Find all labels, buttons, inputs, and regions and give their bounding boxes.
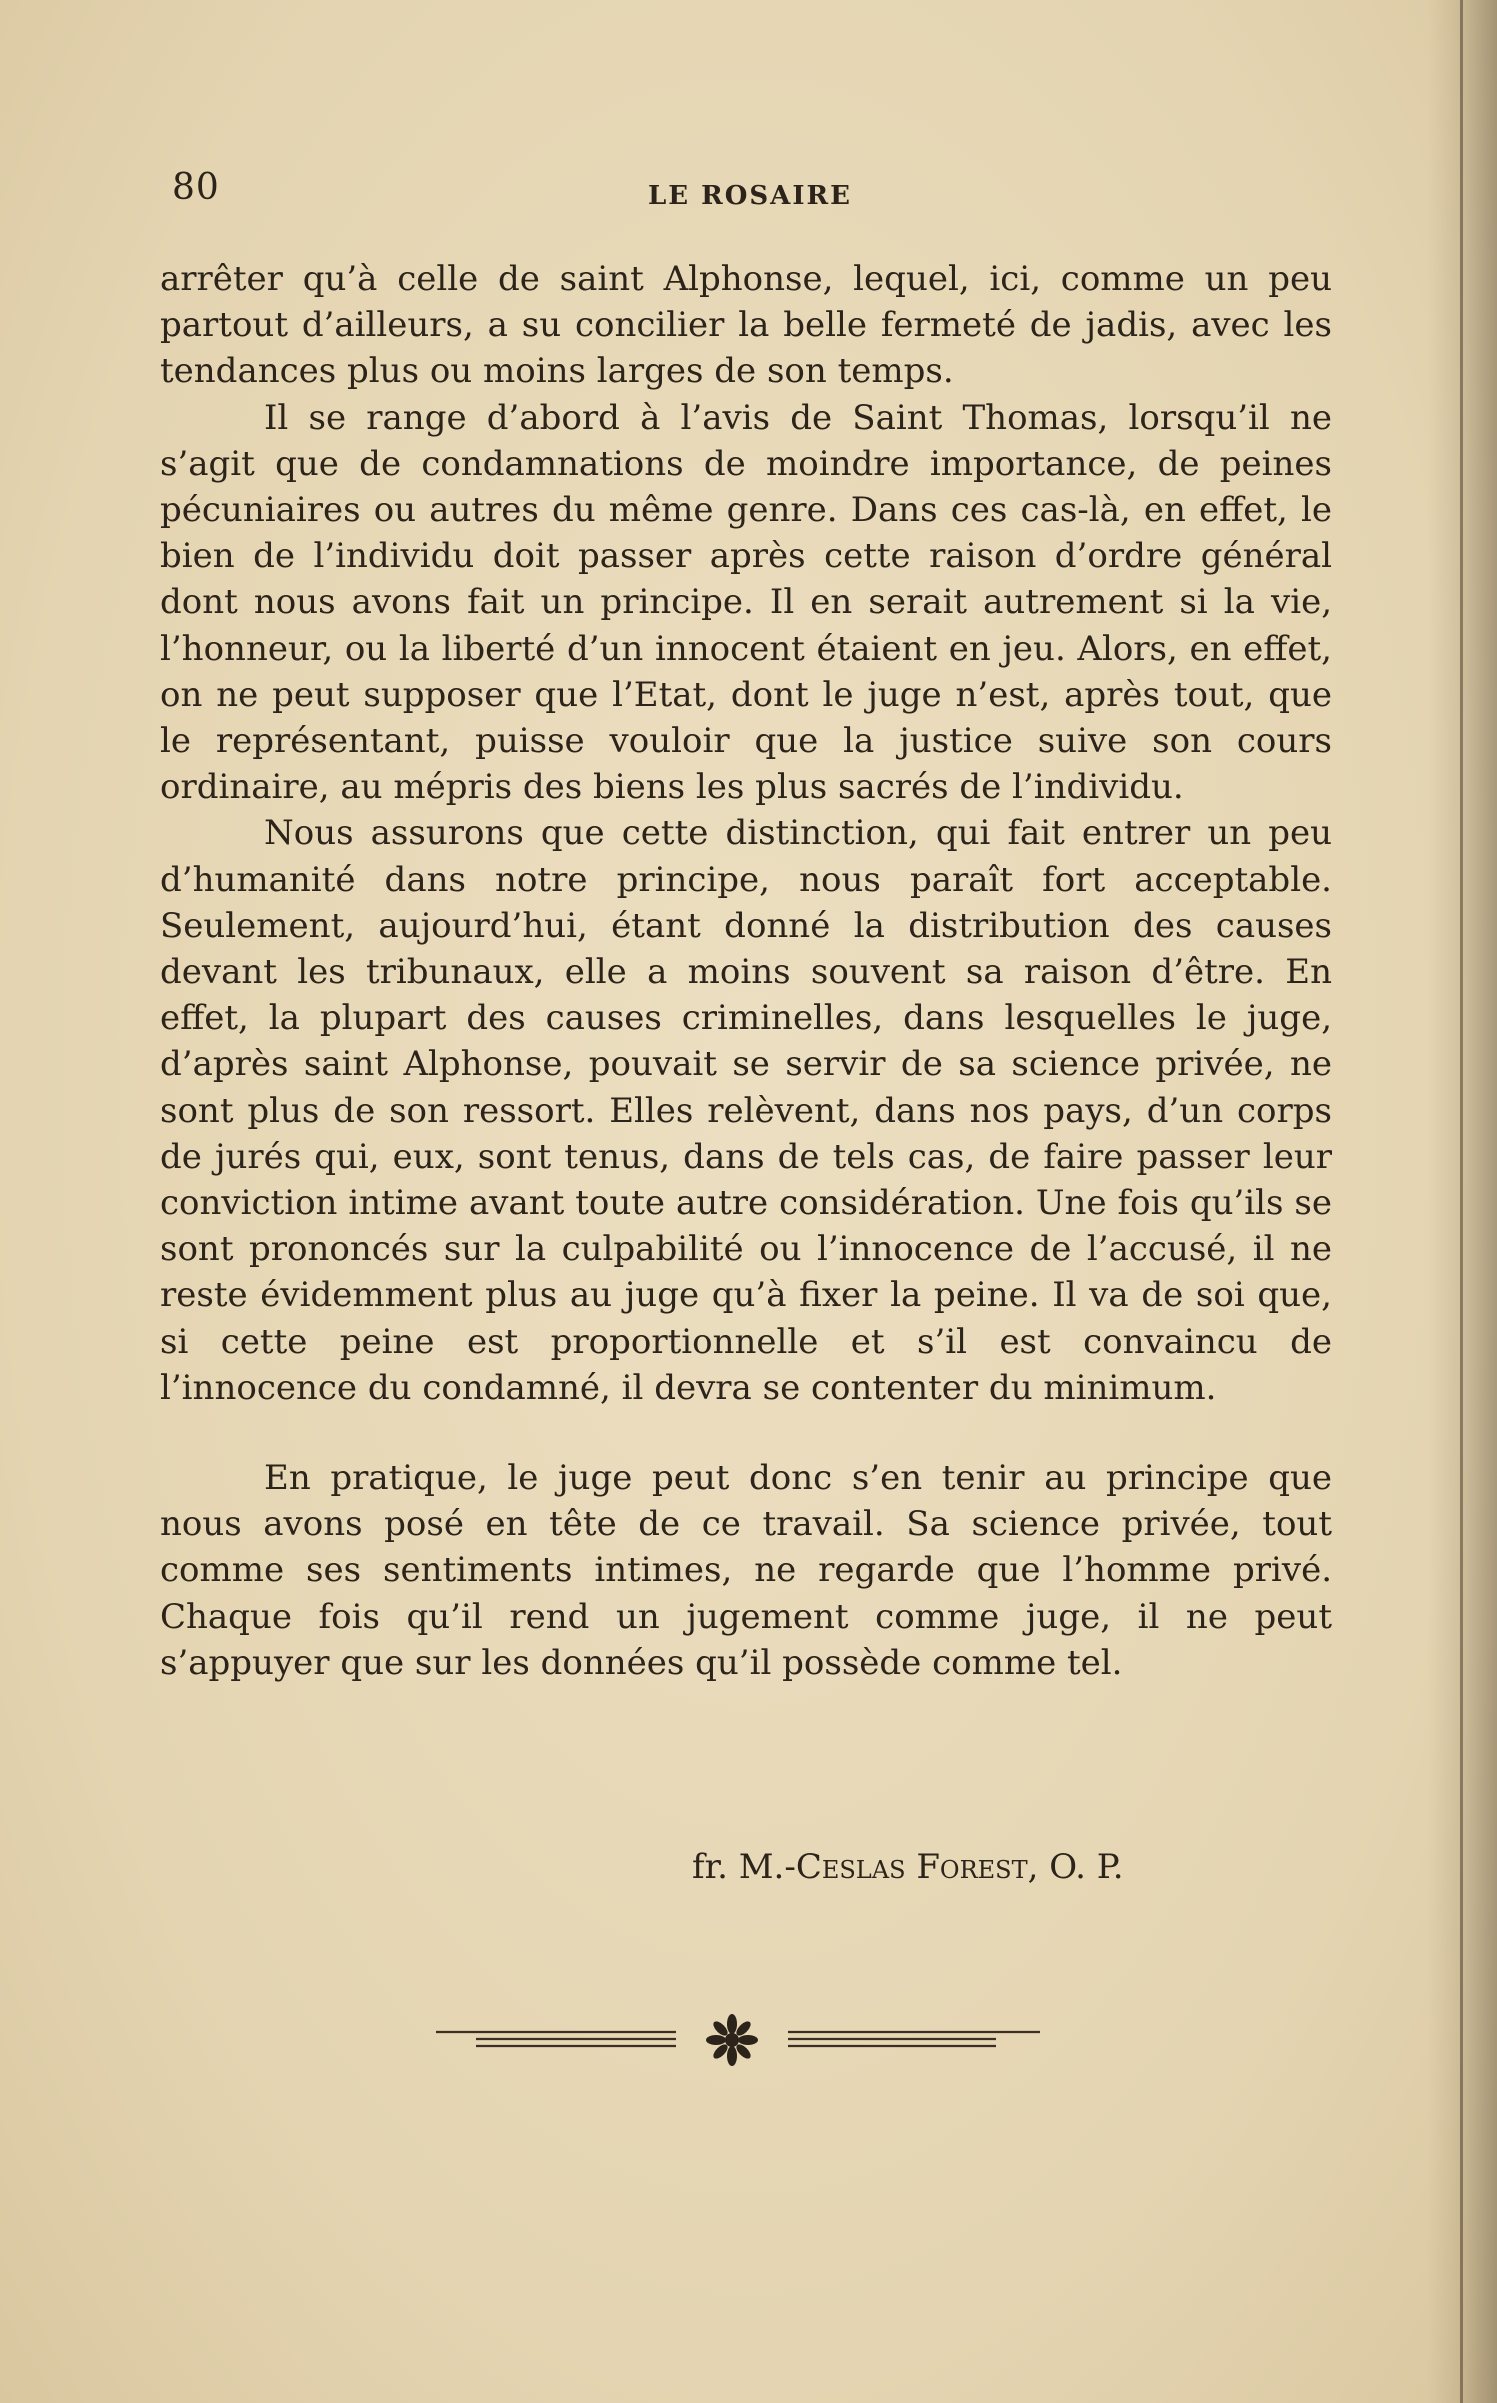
signature-prefix: fr. M.- [692, 1847, 796, 1887]
author-signature [692, 1844, 1124, 1890]
paragraph-4: En pratique, le juge peut donc s’en tenir au principe que nous avons posé en tête de ce travail. Sa science privée, tout comme ses sentiments intimes, ne regarde que l’homme privé. Chaque fois qu’il rend un jugement comme juge, il ne peut s’appuyer que sur les données qu’il possède comme tel. [160, 1458, 1332, 1683]
paragraph-2: Il se range d’abord à l’avis de Saint Thomas, lorsqu’il ne s’agit que de condamnations de moindre importance, de peines pécuniaires ou autres du même genre. Dans ces cas-là, en effet, le bien de l’individu doit passer après cette raison d’ordre général dont nous avons fait un principe. Il en serait autrement si la vie, l’honneur, ou la liberté d’un innocent étaient en jeu. Alors, en effet, on ne peut supposer que l’Etat, dont le juge n’est, après tout, que le représentant, puisse vouloir que la justice suive son cours ordinaire, au mépris des biens les plus sacrés de l’individu. [160, 397, 1332, 808]
ornament-left-rules [436, 2032, 676, 2046]
running-title: LE ROSAIRE [648, 181, 852, 211]
body-text [160, 256, 1332, 1686]
page-edge-line [1460, 0, 1463, 2403]
ornament-divider [436, 2012, 1040, 2068]
asterisk-flower-icon [706, 2014, 758, 2066]
page-number: 80 [172, 167, 220, 208]
paragraph-1: arrêter qu’à celle de saint Alphonse, lequel, ici, comme un peu partout d’ailleurs, a su concilier la belle fermeté de jadis, avec les tendances plus ou moins larges de son temps. [160, 259, 1332, 392]
ornament-right-rules [788, 2032, 1040, 2046]
signature-name: Ceslas Forest, O. P. [795, 1847, 1124, 1887]
paragraph-3: Nous assurons que cette distinction, qui fait entrer un peu d’humanité dans notre principe, nous paraît fort acceptable. Seulement, aujourd’hui, étant donné la distribution des causes devant les tribunaux, elle a moins souvent sa raison d’être. En effet, la plupart des causes criminelles, dans lesquelles le juge, d’après saint Alphonse, pouvait se servir de sa science privée, ne sont plus de son ressort. Elles relèvent, dans nos pays, d’un corps de jurés qui, eux, sont tenus, dans de tels cas, de faire passer leur conviction intime avant toute autre considération. Une fois qu’ils se sont prononcés sur la culpabilité ou l’innocence de l’accusé, il ne reste évidemment plus au juge qu’à fixer la peine. Il va de soi que, si cette peine est proportionnelle et s’il est convaincu de l’innocence du condamné, il devra se contenter du minimum. [160, 813, 1332, 1408]
